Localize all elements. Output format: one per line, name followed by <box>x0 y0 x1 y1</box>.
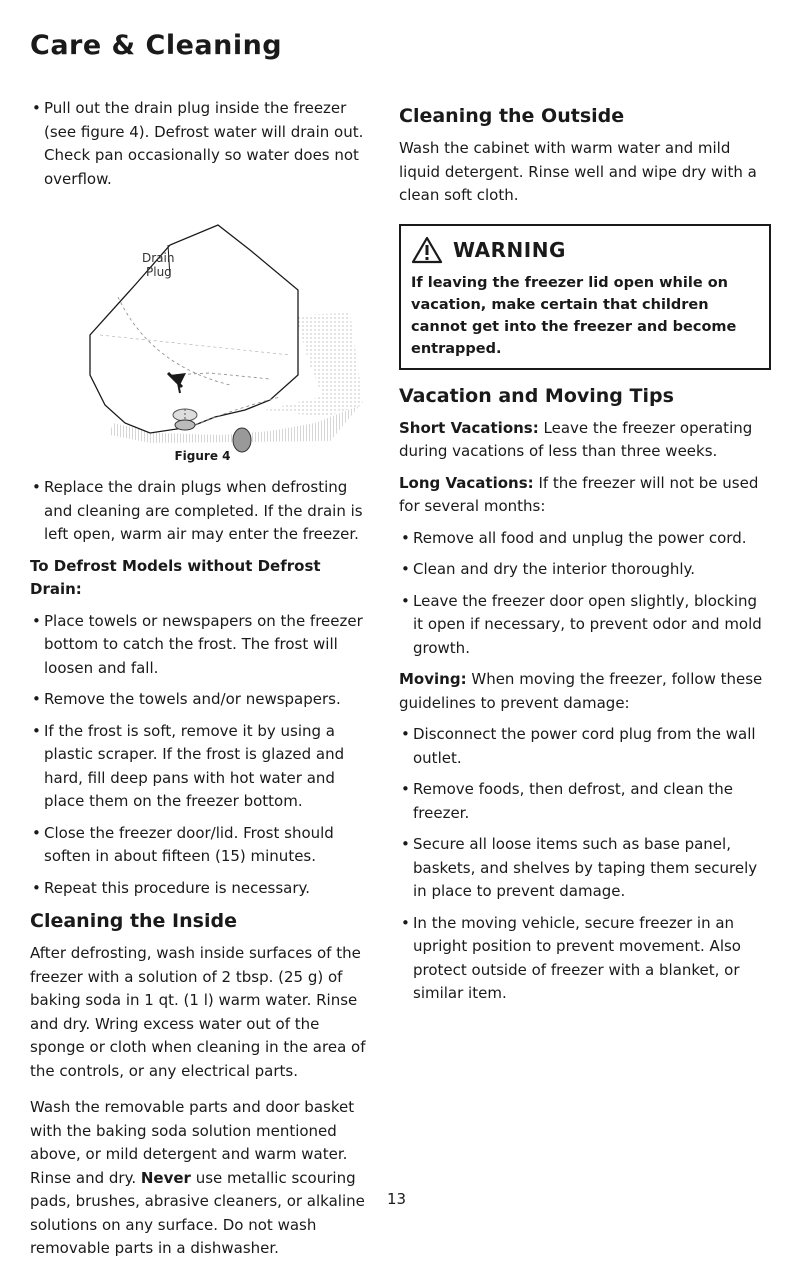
replace-plug-step: • Replace the drain plugs when defrosting and cleaning are completed. If the drain is left open, warm air may enter the freezer. <box>30 476 375 547</box>
vacation-heading: Vacation and Moving Tips <box>399 384 674 407</box>
list-item: • Secure all loose items such as base panel, baskets, and shelves by taping them securely in place to prevent damage. <box>399 833 771 904</box>
moving-text: When moving the freezer, follow these guidelines to prevent damage: <box>399 670 763 712</box>
list-item: • In the moving vehicle, secure freezer in an upright position to prevent movement. Also protect outside of freezer with a blanket, or similar item. <box>399 912 771 1006</box>
drain-plug-step: • Pull out the drain plug inside the freezer (see figure 4). Defrost water will drain out. Check pan occasionally so water does not overflow. <box>30 97 375 191</box>
short-vacations-text: Leave the freezer operating during vacations of less than three weeks. <box>399 418 753 460</box>
list-item: • If the frost is soft, remove it by using a plastic scraper. If the frost is glazed and hard, fill deep pans with hot water and place them on the freezer bottom. <box>30 720 375 814</box>
cleaning-inside-paragraph: After defrosting, wash inside surfaces of the freezer with a solution of 2 tbsp. (25 g) of baking soda in 1 qt. (1 l) warm water. Rinse and dry. Wring excess water out of the sponge or cloth when cleaning in the area of the controls, or any electrical parts. <box>30 944 366 1080</box>
warning-text: If leaving the freezer lid open while on vacation, make certain that children cannot get into the freezer and become entrapped. <box>411 274 737 357</box>
list-item: • Remove the towels and/or newspapers. <box>30 688 375 712</box>
removable-parts-paragraph <box>30 1096 375 1261</box>
list-item: • Remove foods, then defrost, and clean the freezer. <box>399 778 771 825</box>
left-column <box>30 97 375 1261</box>
figure-label-plug: Plug <box>146 265 172 279</box>
long-vacations-text: If the freezer will not be used for several months: <box>399 473 759 515</box>
list-item: • Close the freezer door/lid. Frost should soften in about fifteen (15) minutes. <box>30 822 375 869</box>
list-item: • Disconnect the power cord plug from the wall outlet. <box>399 723 771 770</box>
cleaning-inside-heading: Cleaning the Inside <box>30 910 237 932</box>
removable-parts-text-a: Wash the removable parts and door basket with the baking soda solution mentioned above, or mild detergent and warm water. Rinse and dry. <box>30 1098 355 1187</box>
list-item: • Leave the freezer door open slightly, blocking it open if necessary, to prevent odor and mold growth. <box>399 590 771 661</box>
defrost-subhead: To Defrost Models without Defrost Drain: <box>30 556 321 598</box>
figure-caption: Figure 4 <box>174 449 231 463</box>
never-emphasis: Never <box>140 1168 191 1187</box>
list-item: • Clean and dry the interior thoroughly. <box>399 558 771 582</box>
figure-4 <box>30 205 375 463</box>
long-vacations-paragraph <box>399 472 771 519</box>
long-vacations-label: Long Vacations: <box>399 473 534 492</box>
warning-header <box>411 236 759 264</box>
drain-plug-illustration <box>30 205 375 463</box>
moving-label: Moving: <box>399 670 467 688</box>
cleaning-outside-heading: Cleaning the Outside <box>399 105 625 127</box>
page-number: 13 <box>386 1190 407 1208</box>
removable-parts-text-b: use metallic scouring pads, brushes, abrasive cleaners, or alkaline solutions on any surface. Do not wash removable parts in a dishwasher. <box>30 1168 365 1257</box>
cleaning-outside-paragraph: Wash the cabinet with warm water and mild liquid detergent. Rinse well and wipe dry with a clean soft cloth. <box>399 139 757 204</box>
warning-box <box>399 224 771 370</box>
right-column <box>399 103 771 1006</box>
warning-triangle-icon <box>411 236 443 264</box>
page-title: Care & Cleaning <box>30 30 283 61</box>
warning-title: WARNING <box>453 237 566 262</box>
moving-paragraph <box>399 668 771 715</box>
short-vacations-paragraph <box>399 417 771 464</box>
list-item: • Remove all food and unplug the power cord. <box>399 527 771 551</box>
short-vacations-label: Short Vacations: <box>399 418 539 437</box>
list-item: • Repeat this procedure is necessary. <box>30 877 375 901</box>
figure-label-drain: Drain <box>142 251 175 265</box>
list-item: • Place towels or newspapers on the freezer bottom to catch the frost. The frost will loosen and fall. <box>30 610 375 681</box>
